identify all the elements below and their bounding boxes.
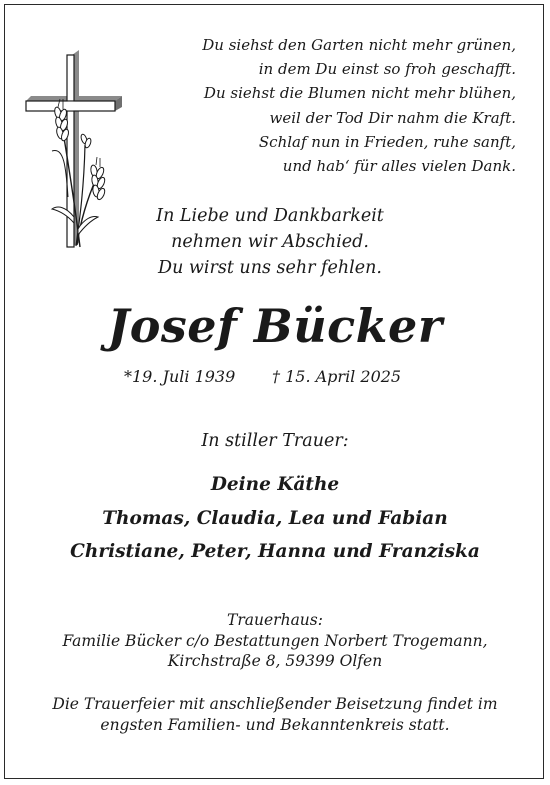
death-date: † 15. April 2025: [272, 367, 402, 386]
family-members: [0, 468, 550, 569]
farewell-text: [95, 203, 445, 281]
farewell-line: In Liebe und Dankbarkeit: [156, 206, 384, 226]
deceased-name: Josef Bücker: [107, 299, 443, 353]
ceremony-note: [0, 694, 550, 736]
house-line: Kirchstraße 8, 59399 Olfen: [167, 652, 383, 670]
house-line: Familie Bücker c/o Bestattungen Norbert Trogemann,: [62, 631, 488, 650]
poem-line: Du siehst den Garten nicht mehr grünen,: [202, 36, 516, 54]
family-line: Thomas, Claudia, Lea und Fabian: [102, 507, 448, 529]
mourning-heading: In stiller Trauer:: [201, 431, 349, 451]
life-dates: [124, 366, 444, 388]
poem-line: in dem Du einst so froh geschafft.: [258, 60, 516, 79]
ceremony-line: engsten Familien- und Bekanntenkreis statt.: [100, 716, 450, 734]
poem: [136, 33, 516, 178]
family-line: Christiane, Peter, Hanna und Franziska: [70, 541, 480, 562]
house-line: Trauerhaus:: [227, 611, 323, 629]
poem-line: Du siehst die Blumen nicht mehr blühen,: [203, 84, 516, 103]
family-line: Deine Käthe: [210, 474, 340, 495]
poem-line: und hab‘ für alles vielen Dank.: [282, 157, 516, 176]
poem-line: Schlaf nun in Frieden, ruhe sanft,: [258, 132, 516, 151]
mourning-house: [0, 610, 550, 672]
ceremony-line: Die Trauerfeier mit anschließender Beisetzung findet im: [52, 695, 498, 713]
poem-line: weil der Tod Dir nahm die Kraft.: [269, 108, 516, 127]
farewell-line: Du wirst uns sehr fehlen.: [158, 258, 382, 278]
farewell-line: nehmen wir Abschied.: [171, 232, 369, 252]
birth-date: *19. Juli 1939: [124, 367, 236, 386]
